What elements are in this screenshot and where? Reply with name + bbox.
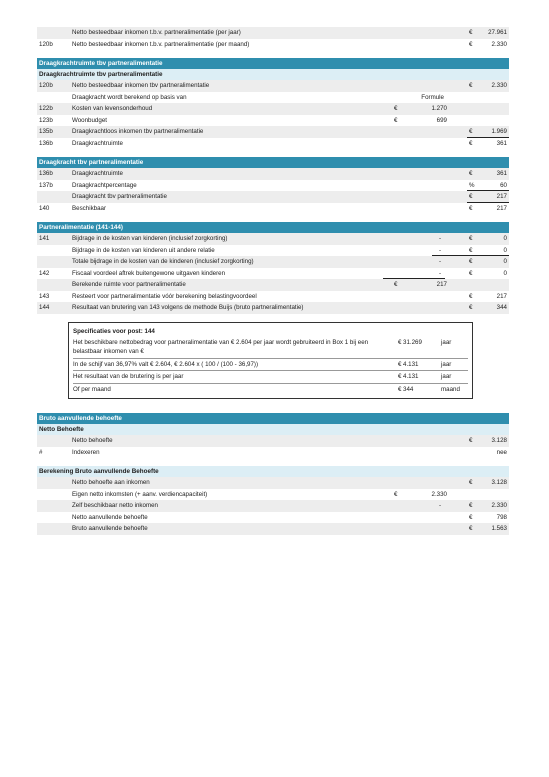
specification-currency: € [398, 373, 402, 380]
row-value: 3.128 [491, 479, 507, 486]
section-header-draagkrachtruimte: Draagkrachtruimte tbv partneralimentatie [37, 58, 509, 69]
row-code: 143 [39, 292, 50, 300]
table-row [37, 27, 509, 39]
row-currency: € [469, 258, 473, 265]
row-operator: - [439, 246, 442, 254]
row-description: Netto besteedbaar inkomen t.b.v. partneralimentatie (per jaar) [72, 29, 241, 36]
row-code: 142 [39, 269, 50, 277]
table-row [37, 39, 509, 51]
table-row [37, 447, 509, 459]
table-row [37, 435, 509, 447]
row-description: Draagkracht wordt berekend op basis van [72, 93, 187, 101]
row-currency: € [469, 437, 473, 444]
table-row [37, 92, 509, 104]
row-currency: € [469, 193, 473, 200]
row-description: Draagkrachtruimte [72, 170, 123, 177]
specification-box [68, 322, 473, 400]
section-header-partneralimentatie: Partneralimentatie (141-144) [37, 222, 509, 233]
subsection-header-berekening: Berekening Bruto aanvullende Behoefte [37, 466, 509, 477]
row-currency: € [394, 490, 398, 498]
specification-unit: jaar [441, 360, 452, 368]
table-row [37, 115, 509, 127]
specification-description: Het beschikbare nettobedrag voor partneralimentatie van € 2.604 per jaar wordt gebruiteerd in Box 1 bij een belastbaar inkomen van € [73, 338, 369, 355]
row-currency: € [469, 204, 473, 212]
row-currency: € [469, 82, 473, 89]
row-description: Totale bijdrage in de kosten van de kinderen (inclusief zorgkorting) [72, 258, 254, 265]
row-description: Woonbudget [72, 116, 107, 124]
row-value: 0 [503, 258, 507, 265]
row-value: nee [496, 448, 507, 456]
row-currency: € [394, 105, 398, 112]
row-description: Draagkracht tbv partneralimentatie [72, 193, 167, 200]
table-row [37, 291, 509, 303]
specification-row [73, 359, 468, 372]
table-row [37, 191, 509, 203]
row-value: 0 [503, 269, 507, 277]
row-value: 217 [496, 292, 507, 300]
specification-description: Of per maand [73, 385, 111, 393]
row-currency: € [469, 304, 473, 311]
table-row [37, 233, 509, 245]
table-row [37, 512, 509, 524]
row-code: 120b [39, 40, 53, 48]
row-value: 217 [496, 193, 507, 200]
subsection-header: Netto Behoefte [37, 424, 509, 435]
row-currency: € [469, 502, 473, 509]
row-operator: - [439, 269, 442, 277]
row-description: Bijdrage in de kosten van kinderen uit andere relatie [72, 246, 215, 254]
section-header-draagkracht: Draagkracht tbv partneralimentatie [37, 157, 509, 168]
row-code: 136b [39, 170, 53, 177]
row-currency: € [469, 29, 473, 36]
row-currency: % [469, 181, 475, 189]
row-currency: € [469, 235, 473, 242]
row-code: 144 [39, 304, 50, 311]
row-currency: € [394, 116, 398, 124]
row-value: 798 [496, 513, 507, 521]
row-code: 136b [39, 139, 53, 147]
table-row [37, 126, 509, 138]
specification-currency: € [398, 385, 402, 393]
specification-row [73, 384, 468, 396]
specification-currency: € [398, 360, 402, 368]
table-row [37, 180, 509, 192]
row-value: 699 [436, 116, 447, 124]
row-value: 27.961 [488, 29, 507, 36]
row-code: 120b [39, 82, 53, 89]
row-currency: € [469, 40, 473, 48]
row-currency: € [469, 479, 473, 486]
row-description: Resteert voor partneralimentatie vóór berekening belastingvoordeel [72, 292, 257, 300]
row-description: Netto aanvullende behoefte [72, 513, 148, 521]
row-value: 2.330 [491, 40, 507, 48]
row-code: 140 [39, 204, 50, 212]
row-operator: - [439, 502, 442, 509]
table-row [37, 168, 509, 180]
row-value: 1.969 [491, 128, 507, 135]
row-method: Formule [421, 93, 444, 101]
row-currency: € [469, 128, 473, 135]
row-code: 141 [39, 235, 50, 242]
specification-description: Het resultaat van de brutering is per jaar [73, 373, 184, 380]
table-row [37, 103, 509, 115]
section-header-bruto: Bruto aanvullende behoefte [37, 413, 509, 424]
table-row [37, 489, 509, 501]
table-row [37, 523, 509, 535]
row-description: Berekende ruimte voor partneralimentatie [72, 281, 186, 288]
row-description: Kosten van levensonderhoud [72, 105, 153, 112]
specification-unit: jaar [441, 373, 452, 380]
row-description: Draagkrachtruimte [72, 139, 123, 147]
specification-row [73, 371, 468, 384]
row-value: 217 [496, 204, 507, 212]
row-operator: - [439, 235, 442, 242]
row-currency: € [469, 269, 473, 277]
row-value: 60 [500, 181, 507, 189]
table-row [37, 245, 509, 257]
table-row [37, 268, 509, 280]
row-description: Draagkrachtpercentage [72, 181, 137, 189]
row-value: 0 [503, 246, 507, 254]
row-description: Beschikbaar [72, 204, 107, 212]
row-value: 0 [503, 235, 507, 242]
row-description: Netto behoefte [72, 437, 113, 444]
table-row [37, 477, 509, 489]
row-description: Fiscaal voordeel aftrek buitengewone uitgaven kinderen [72, 269, 226, 277]
row-code: 137b [39, 181, 53, 189]
specification-value: 344 [403, 385, 414, 393]
row-value: 2.330 [431, 490, 447, 498]
row-currency: € [469, 292, 473, 300]
row-operator: - [439, 258, 442, 265]
specification-unit: maand [441, 385, 460, 393]
table-row [37, 279, 509, 291]
row-currency: € [469, 525, 473, 532]
row-value: 344 [496, 304, 507, 311]
specification-title: Specificaties voor post: 144 [73, 327, 155, 335]
row-value: 217 [436, 281, 447, 288]
row-description: Draagkrachtloos inkomen tbv partneralimentatie [72, 128, 204, 135]
table-row [37, 256, 509, 268]
row-description: Eigen netto inkomsten (+ aanv. verdiencapaciteit) [72, 490, 208, 498]
table-row [37, 80, 509, 92]
table-row [37, 500, 509, 512]
row-description: Bijdrage in de kosten van kinderen (inclusief zorgkorting) [72, 235, 228, 242]
specification-value: 4.131 [403, 360, 419, 368]
table-row [37, 302, 509, 314]
subsection-header: Draagkrachtruimte tbv partneralimentatie [37, 69, 509, 80]
row-code: # [39, 448, 43, 456]
row-value: 1.270 [431, 105, 447, 112]
row-code: 122b [39, 105, 53, 112]
row-value: 361 [496, 139, 507, 147]
row-description: Zelf beschikbaar netto inkomen [72, 502, 158, 509]
row-value: 361 [496, 170, 507, 177]
row-description: Resultaat van brutering van 143 volgens de methode Buijs (bruto partneralimentatie) [72, 304, 304, 311]
row-currency: € [469, 513, 473, 521]
table-row [37, 138, 509, 150]
specification-row [73, 337, 468, 359]
row-description: Netto besteedbaar inkomen tbv partneralimentatie [72, 82, 210, 89]
row-code: 135b [39, 128, 53, 135]
table-row [37, 203, 509, 215]
row-currency: € [469, 246, 473, 254]
specification-value: 31.269 [403, 338, 422, 346]
specification-unit: jaar [441, 338, 452, 346]
row-value: 3.128 [491, 437, 507, 444]
specification-value: 4.131 [403, 373, 419, 380]
row-description: Indexeren [72, 448, 100, 456]
row-value: 2.330 [491, 502, 507, 509]
document-page [37, 27, 509, 535]
row-description: Netto behoefte aan inkomen [72, 479, 150, 486]
specification-currency: € [398, 338, 402, 346]
row-description: Netto besteedbaar inkomen t.b.v. partneralimentatie (per maand) [72, 40, 250, 48]
specification-description: In de schijf van 36,97% valt € 2.604, € 2.604 x ( 100 / (100 - 36,97)) [73, 360, 259, 368]
row-value: 2.330 [491, 82, 507, 89]
row-code: 123b [39, 116, 53, 124]
row-description: Bruto aanvullende behoefte [72, 525, 148, 532]
row-value: 1.563 [491, 525, 507, 532]
row-currency: € [469, 170, 473, 177]
row-currency: € [469, 139, 473, 147]
row-currency: € [394, 281, 398, 288]
